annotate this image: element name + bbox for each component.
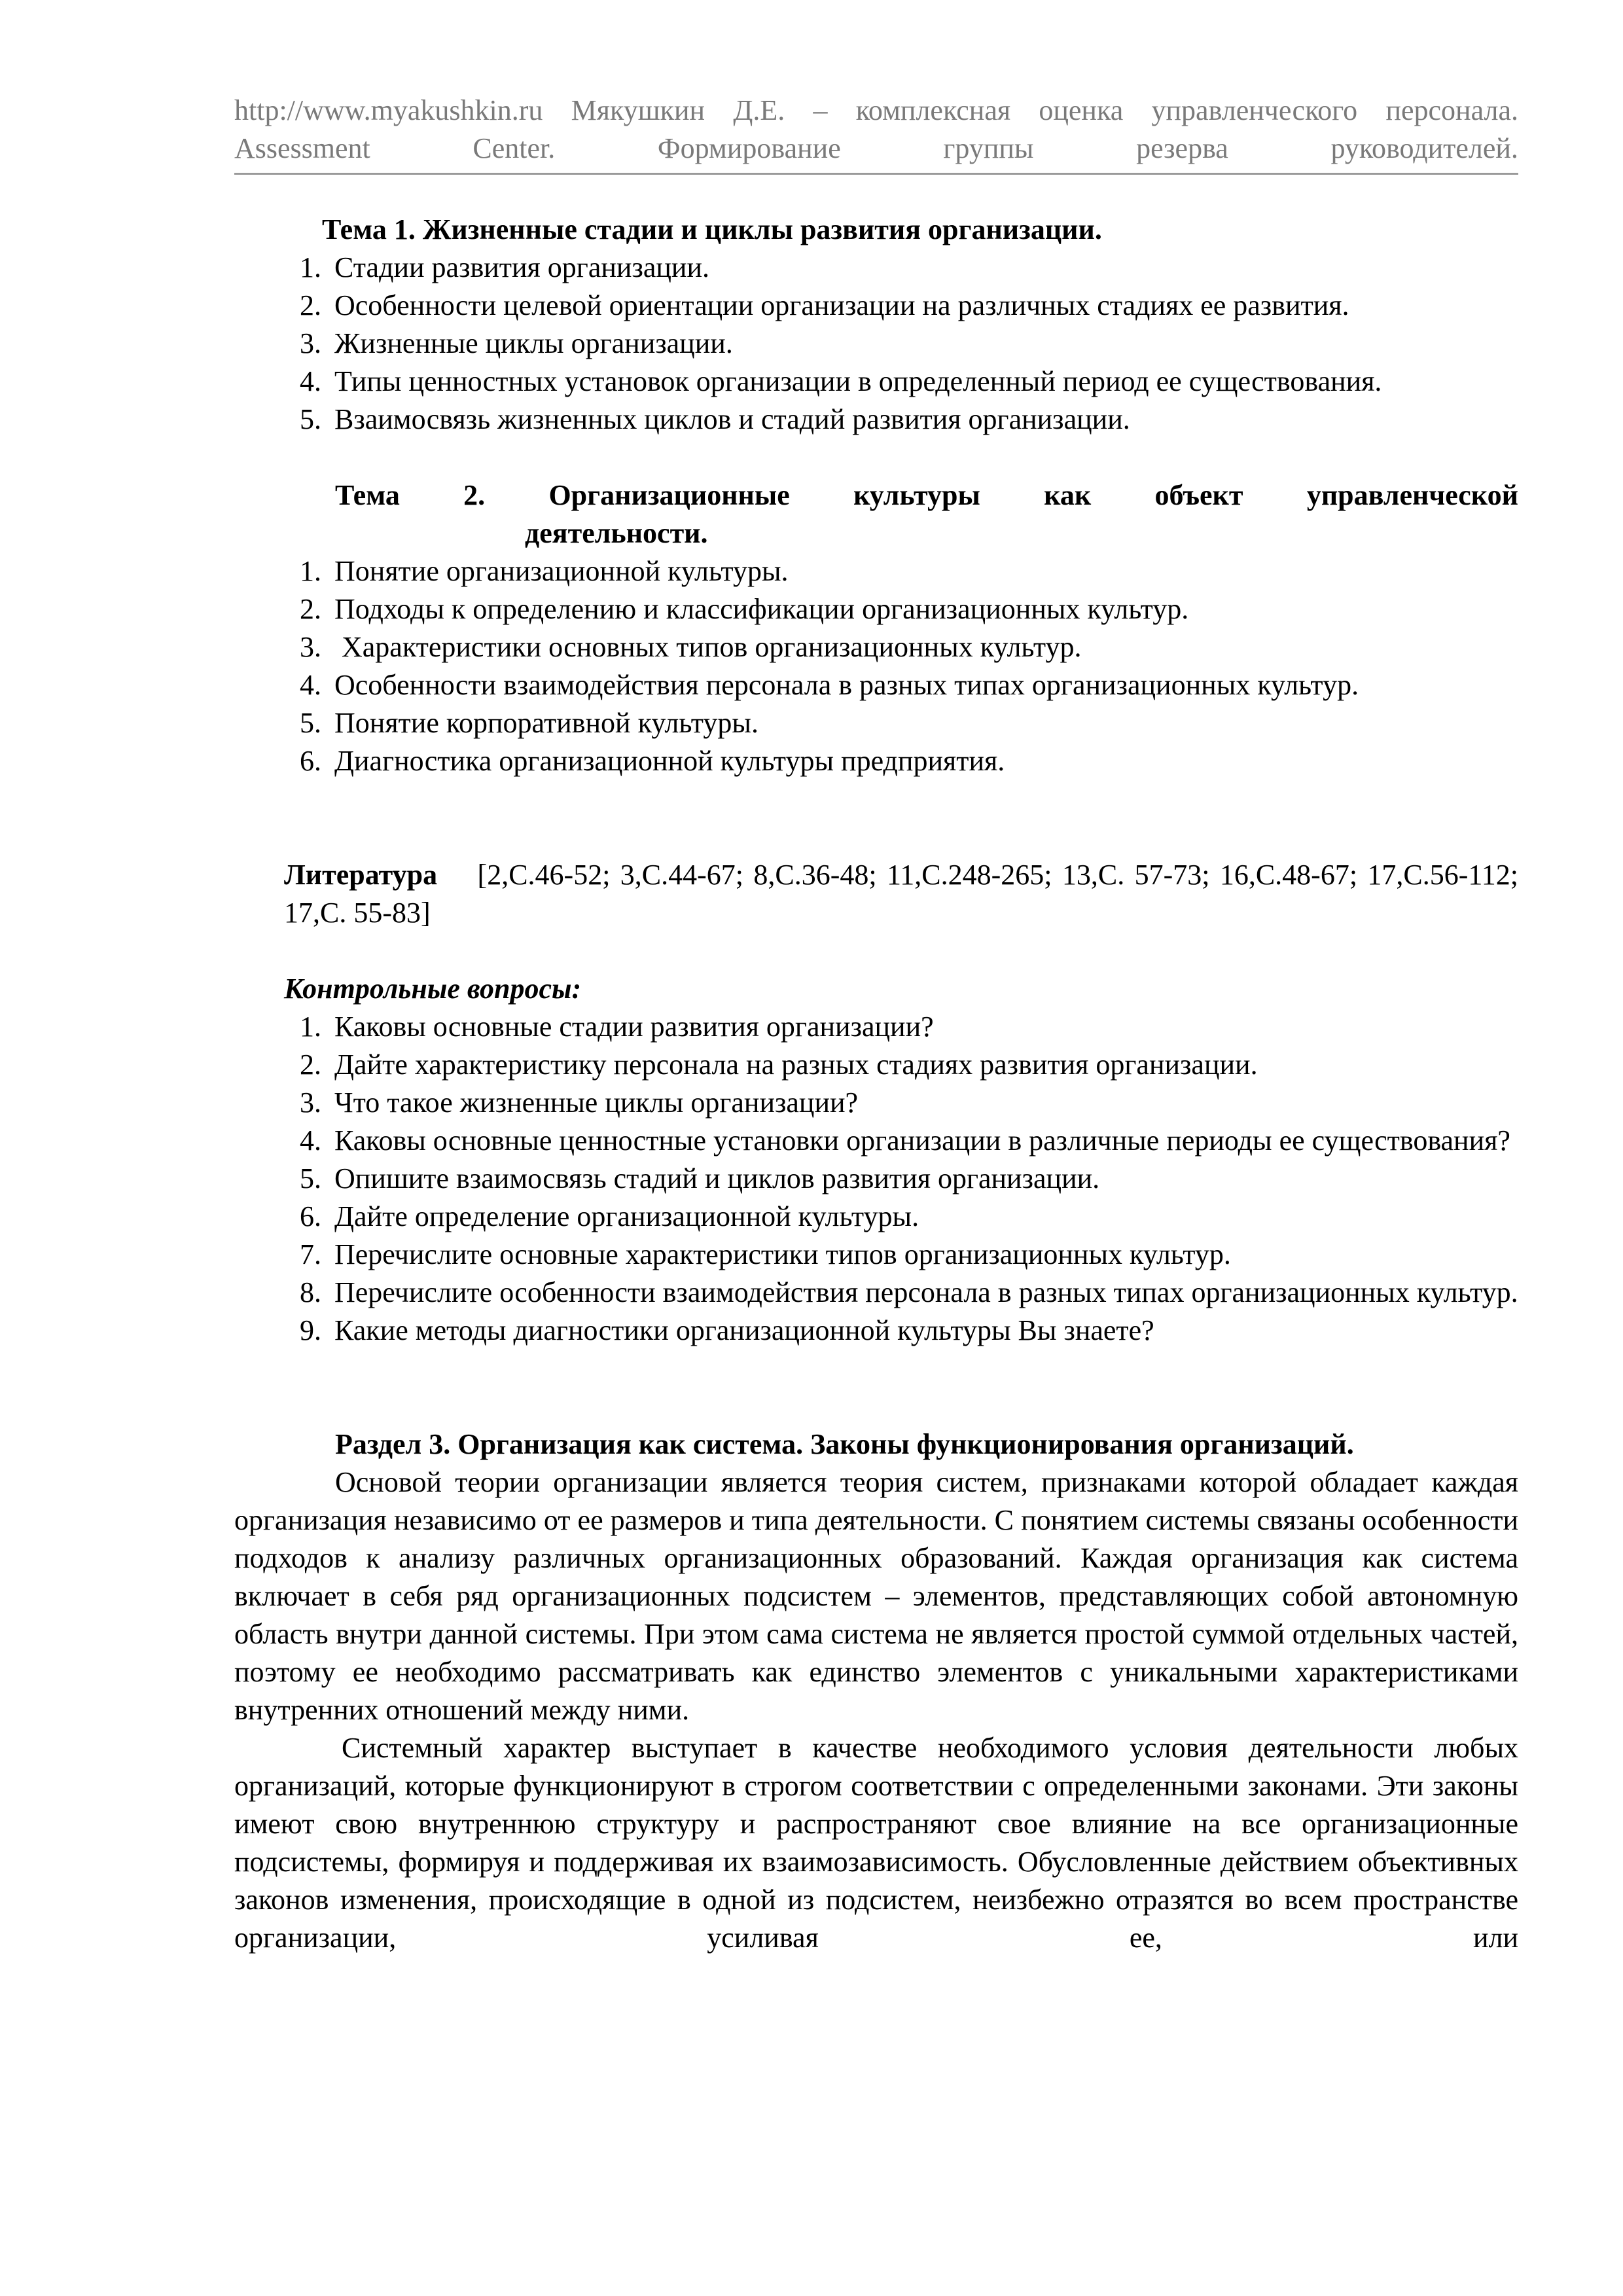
topic2-heading — [234, 476, 1518, 552]
header-word: Center. — [473, 132, 556, 164]
topic2-heading-word: культуры — [853, 479, 980, 511]
topic1-heading: Тема 1. Жизненные стадии и циклы развития организации. — [322, 213, 1102, 245]
list-item — [234, 1198, 1518, 1236]
header-word: Assessment — [234, 132, 370, 164]
topic2-heading-line1 — [335, 476, 1518, 514]
list-item-number: 1. — [300, 251, 321, 283]
list-item-number: 2. — [300, 593, 321, 625]
section3-paragraph-2: Системный характер выступает в качестве необходимого условия деятельности любых организаций, которые функционируют в строгом соответствии с определенными законами. Эти законы имеют свою внутреннюю структуру и распространяют свое влияние на все организационные подсистемы, формируя и поддерживая их взаимозависимость. Обусловленные действием объективных законов изменения, происходящие в одной из подсистем, неизбежно отразятся во всем пространстве организации, усиливая ее, или — [234, 1732, 1518, 1954]
list-item-number: 2. — [300, 1049, 321, 1081]
topic2-heading-line2: деятельности. — [525, 517, 708, 549]
list-item — [234, 249, 1518, 287]
list-item-number: 4. — [300, 1124, 321, 1157]
list-item-number: 1. — [300, 1011, 321, 1043]
list-item-text: Особенности целевой ориентации организации на различных стадиях ее развития. — [334, 289, 1349, 321]
topic2-heading-word: 2. — [463, 479, 486, 511]
list-item-number: 3. — [300, 327, 321, 359]
literature-label: Литература — [284, 859, 438, 891]
header-word: резерва — [1136, 132, 1228, 164]
list-item — [234, 1236, 1518, 1274]
list-item-number: 4. — [300, 669, 321, 701]
list-item — [234, 1046, 1518, 1084]
list-item-number: 2. — [300, 289, 321, 321]
list-item — [234, 325, 1518, 363]
header-word: группы — [943, 132, 1034, 164]
topic2-heading-word: управленческой — [1306, 479, 1518, 511]
list-item-text: Подходы к определению и классификации организационных культур. — [334, 593, 1189, 625]
header-word: руководителей. — [1330, 132, 1518, 164]
list-item-number: 3. — [300, 1086, 321, 1119]
list-item-text: Дайте характеристику персонала на разных стадиях развития организации. — [334, 1049, 1258, 1081]
list-item-text: Перечислите особенности взаимодействия персонала в разных типах организационных культур. — [334, 1276, 1518, 1308]
list-item-text: Жизненные циклы организации. — [334, 327, 733, 359]
control-questions-heading: Контрольные вопросы: — [284, 973, 582, 1005]
list-item — [234, 704, 1518, 742]
list-item-number: 6. — [300, 745, 321, 777]
list-item — [234, 1122, 1518, 1160]
list-item — [234, 287, 1518, 325]
list-item-text: Каковы основные стадии развития организации? — [334, 1011, 934, 1043]
page-content — [234, 211, 1518, 1957]
list-item — [234, 401, 1518, 439]
list-item — [234, 363, 1518, 401]
section3-paragraph-1: Основой теории организации является теория систем, признаками которой обладает каждая организация независимо от ее размеров и типа деятельности. С понятием системы связаны особенности подходов к анализу различных организационных образований. Каждая организация как система включает в себя ряд организационных подсистем – элементов, представляющих собой автономную область внутри данной системы. При этом сама система не является простой суммой отдельных частей, поэтому ее необходимо рассматривать как единство элементов с уникальными характеристиками внутренних отношений между ними. — [234, 1466, 1518, 1726]
header-line-1: http://www.myakushkin.ru Мякушкин Д.Е. – комплексная оценка управленческого персонала. — [234, 94, 1518, 126]
list-item-text: Стадии развития организации. — [334, 251, 710, 283]
topic2-heading-text — [335, 476, 1518, 552]
list-item-text: Типы ценностных установок организации в определенный период ее существования. — [334, 365, 1382, 397]
list-item-text: Понятие организационной культуры. — [334, 555, 789, 587]
list-item-text: Диагностика организационной культуры предприятия. — [334, 745, 1005, 777]
list-item-text: Что такое жизненные циклы организации? — [334, 1086, 859, 1119]
list-item — [234, 1008, 1518, 1046]
list-item-number: 5. — [300, 1162, 321, 1194]
list-item — [234, 1160, 1518, 1198]
list-item-text: Какие методы диагностики организационной культуры Вы знаете? — [334, 1314, 1154, 1346]
running-header — [234, 92, 1518, 168]
list-item — [234, 552, 1518, 590]
list-item — [234, 1084, 1518, 1122]
list-item-text: Каковы основные ценностные установки организации в различные периоды ее существования? — [334, 1124, 1510, 1157]
list-item — [234, 590, 1518, 628]
list-item — [234, 628, 1518, 666]
list-item — [234, 1274, 1518, 1312]
list-item-text: Взаимосвязь жизненных циклов и стадий развития организации. — [334, 403, 1130, 435]
list-item — [234, 742, 1518, 780]
list-item-text: Опишите взаимосвязь стадий и циклов развития организации. — [334, 1162, 1100, 1194]
topic2-heading-word: объект — [1154, 479, 1243, 511]
list-item-number: 5. — [300, 707, 321, 739]
list-item-text: Перечислите основные характеристики типов организационных культур. — [334, 1238, 1231, 1270]
list-item — [234, 666, 1518, 704]
topic2-list — [234, 552, 1518, 780]
literature-refs: [2,С.46-52; 3,С.44-67; 8,С.36-48; 11,С.248-265; 13,С. 57-73; 16,С.48-67; 17,С.56-112; 17,С. 55-83] — [284, 859, 1518, 929]
list-item-number: 6. — [300, 1200, 321, 1232]
list-item-number: 7. — [300, 1238, 321, 1270]
header-divider — [234, 173, 1518, 175]
topic1-list — [234, 249, 1518, 439]
list-item-number: 1. — [300, 555, 321, 587]
list-item-number: 4. — [300, 365, 321, 397]
list-item — [234, 1312, 1518, 1350]
list-item-text: Дайте определение организационной культуры. — [334, 1200, 919, 1232]
list-item-text: Характеристики основных типов организационных культур. — [334, 631, 1082, 663]
list-item-number: 3. — [300, 631, 321, 663]
literature-block — [234, 856, 1518, 932]
topic2-heading-word: Организационные — [548, 479, 790, 511]
list-item-number: 5. — [300, 403, 321, 435]
topic2-heading-word: как — [1044, 479, 1092, 511]
header-line-2 — [234, 130, 1518, 168]
control-questions-list — [234, 1008, 1518, 1350]
list-item-number: 9. — [300, 1314, 321, 1346]
list-item-text: Понятие корпоративной культуры. — [334, 707, 758, 739]
list-item-text: Особенности взаимодействия персонала в разных типах организационных культур. — [334, 669, 1359, 701]
list-item-number: 8. — [300, 1276, 321, 1308]
section3-heading: Раздел 3. Организация как система. Законы функционирования организаций. — [335, 1428, 1354, 1460]
header-word: Формирование — [657, 132, 841, 164]
topic2-heading-word: Тема — [335, 479, 400, 511]
